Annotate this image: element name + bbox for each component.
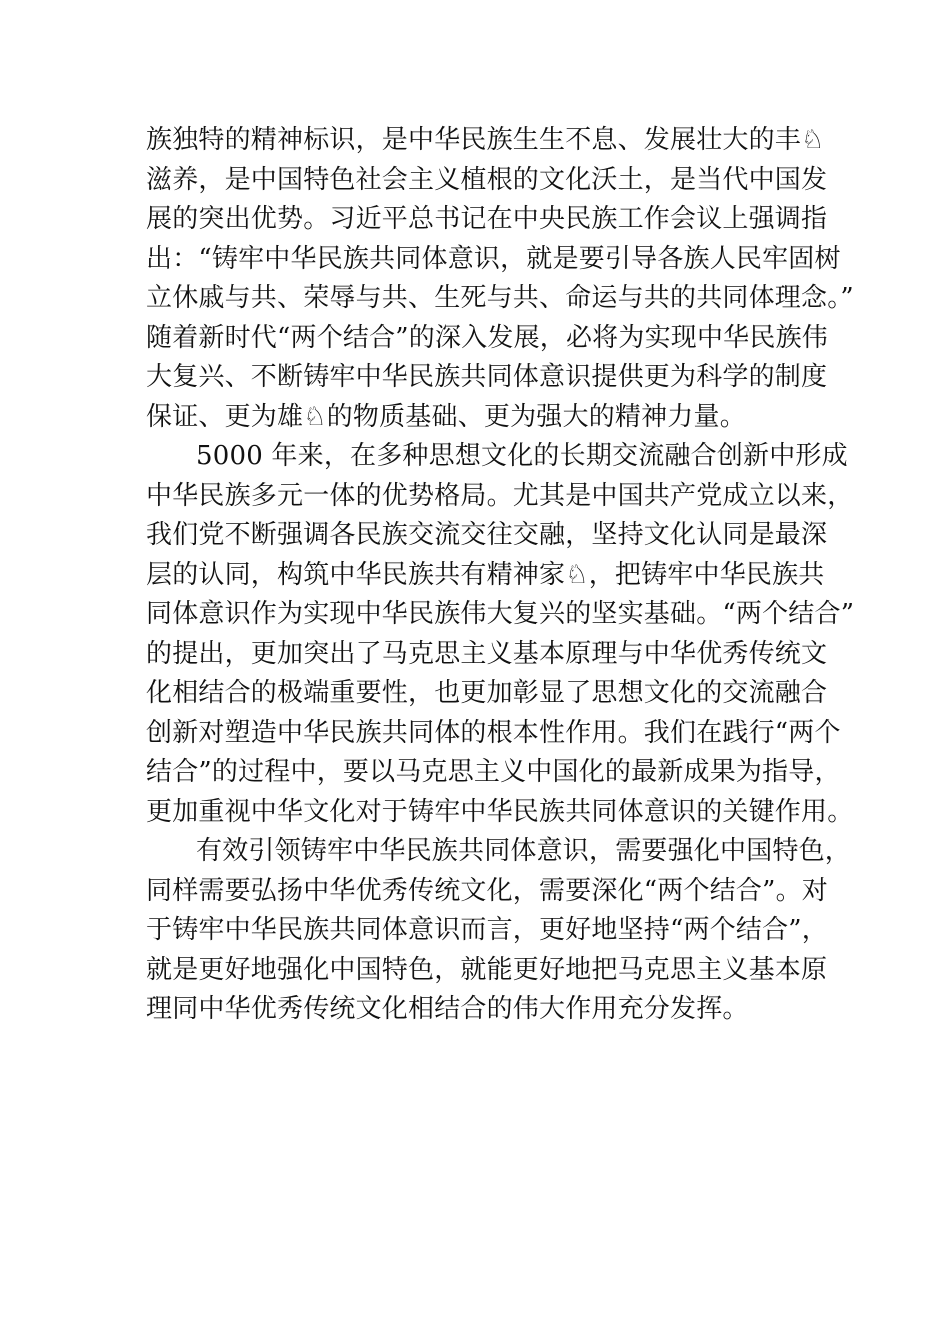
paragraph-3 bbox=[146, 832, 852, 1030]
body-text bbox=[146, 121, 855, 1030]
text-line: 出：“铸牢中华民族共同体意识，就是要引导各族人民牢固树 bbox=[146, 243, 841, 274]
text-line: 我们党不断强调各民族交流交往交融，坚持文化认同是最深 bbox=[146, 520, 828, 550]
text-line: 立休戚与共、荣辱与共、生死与共、命运与共的共同体理念。” bbox=[146, 283, 854, 313]
text-line: 随着新时代“两个结合”的深入发展，必将为实现中华民族伟 bbox=[146, 322, 828, 353]
text-line: 中华民族多元一体的优势格局。尤其是中国共产党成立以来， bbox=[146, 480, 854, 511]
text-line: 同体意识作为实现中华民族伟大复兴的坚实基础。“两个结合” bbox=[146, 599, 855, 629]
text-line: 展的突出优势。习近平总书记在中央民族工作会议上强调指 bbox=[146, 204, 828, 234]
text-line: 层的认同，构筑中华民族共有精神家♘，把铸牢中华民族共 bbox=[146, 559, 825, 590]
paragraph-1 bbox=[146, 121, 854, 437]
text-line: 有效引领铸牢中华民族共同体意识，需要强化中国特色， bbox=[196, 836, 852, 866]
text-line: 于铸牢中华民族共同体意识而言，更好地坚持“两个结合”， bbox=[146, 915, 828, 945]
text-line: 创新对塑造中华民族共同体的根本性作用。我们在践行“两个 bbox=[146, 717, 841, 748]
text-line: 的提出，更加突出了马克思主义基本原理与中华优秀传统文 bbox=[146, 638, 828, 669]
text-line: 理同中华优秀传统文化相结合的伟大作用充分发挥。 bbox=[146, 994, 749, 1024]
text-line: 族独特的精神标识，是中华民族生生不息、发展壮大的丰♘ bbox=[146, 125, 825, 155]
text-line: 化相结合的极端重要性，也更加彰显了思想文化的交流融合 bbox=[146, 678, 828, 708]
text-line: 更加重视中华文化对于铸牢中华民族共同体意识的关键作用。 bbox=[146, 796, 854, 827]
text-line: 结合”的过程中，要以马克思主义中国化的最新成果为指导， bbox=[146, 757, 841, 787]
text-line: 保证、更为雄♘的物质基础、更为强大的精神力量。 bbox=[146, 401, 746, 432]
paragraph-2 bbox=[146, 437, 855, 832]
text-line: 滋养，是中国特色社会主义植根的文化沃土，是当代中国发 bbox=[146, 164, 828, 195]
text-line: 就是更好地强化中国特色，就能更好地把马克思主义基本原 bbox=[146, 954, 828, 985]
text-line: 5000 年来，在多种思想文化的长期交流融合创新中形成 bbox=[196, 441, 848, 471]
text-line: 大复兴、不断铸牢中华民族共同体意识提供更为科学的制度 bbox=[146, 362, 828, 392]
text-line: 同样需要弘扬中华优秀传统文化，需要深化“两个结合”。对 bbox=[146, 875, 828, 906]
